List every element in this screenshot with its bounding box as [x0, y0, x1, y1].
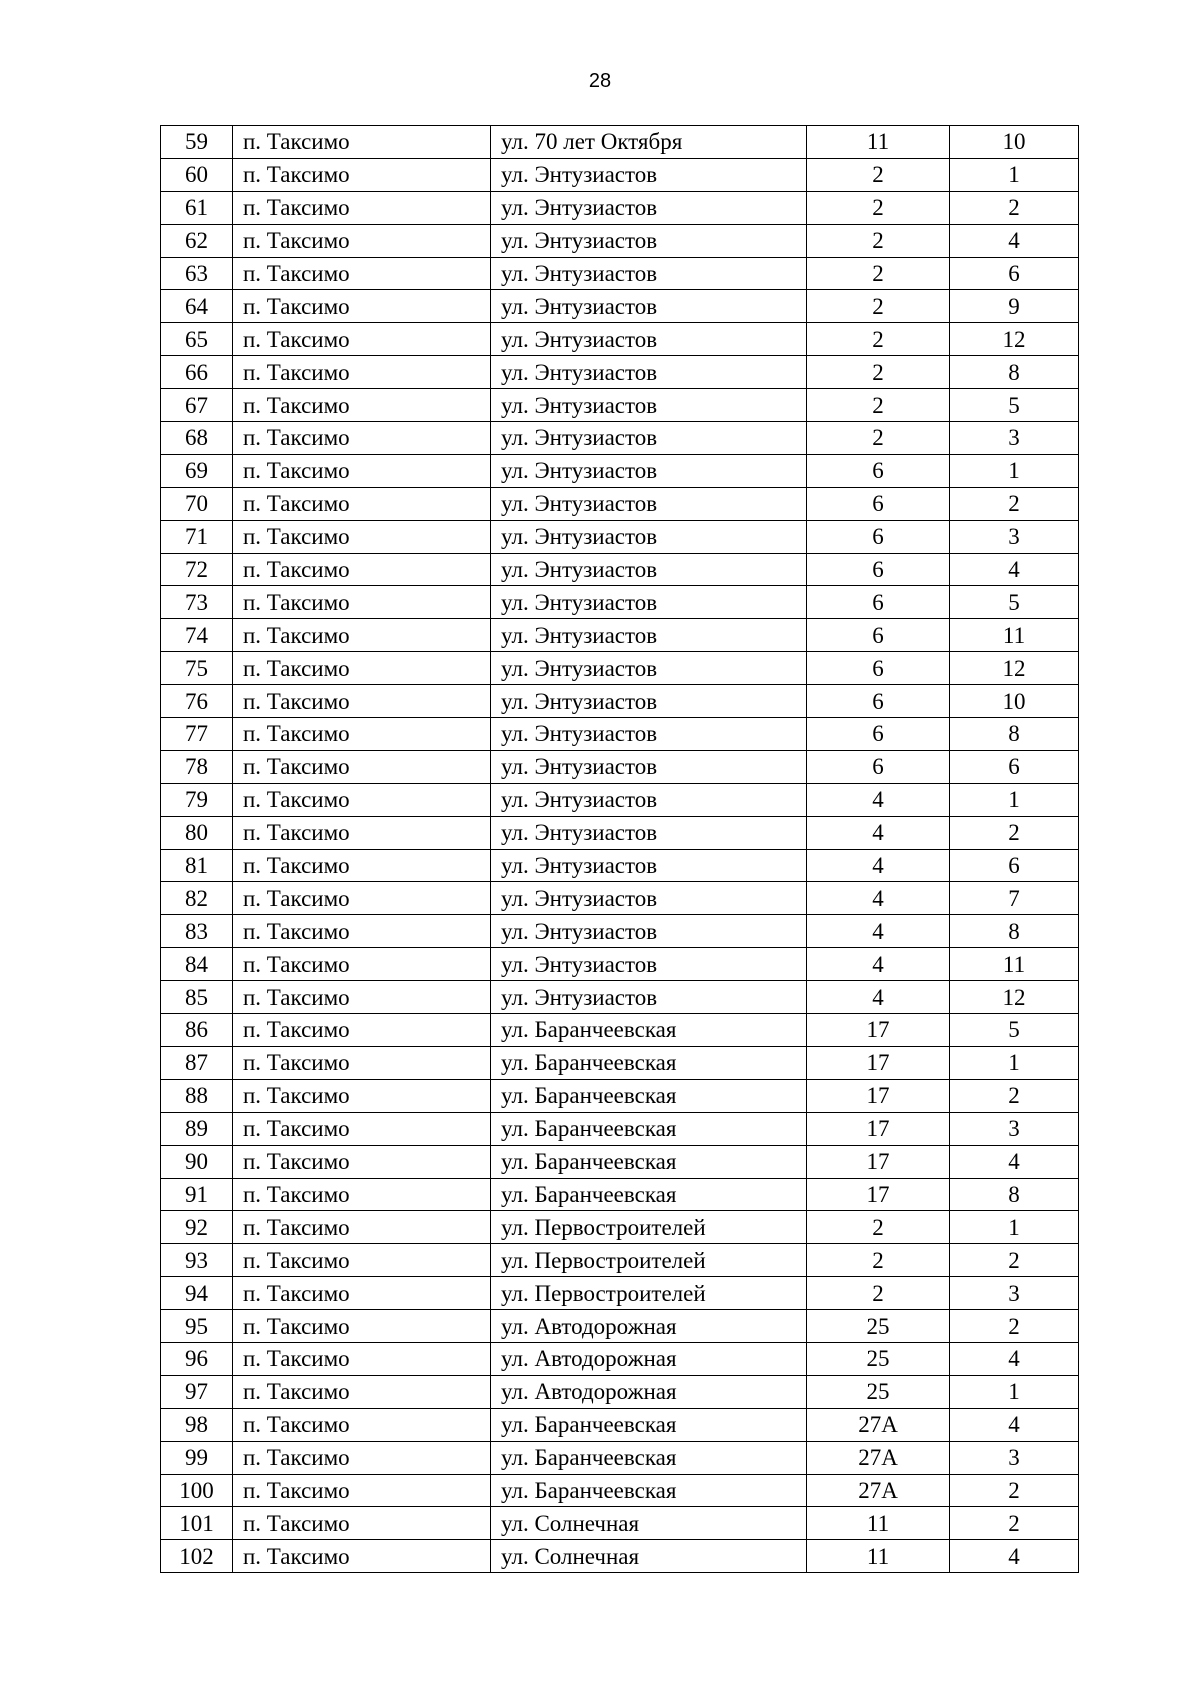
- house-number-cell: 4: [807, 783, 950, 816]
- apartment-number-cell: 2: [950, 1244, 1079, 1277]
- row-number-cell: 60: [161, 158, 233, 191]
- table-row: [161, 652, 1079, 685]
- settlement-cell: п. Таксимо: [233, 1079, 491, 1112]
- street-cell: ул. Энтузиастов: [491, 454, 807, 487]
- apartment-number-cell: 1: [950, 783, 1079, 816]
- settlement-cell: п. Таксимо: [233, 1408, 491, 1441]
- house-number-cell: 17: [807, 1014, 950, 1047]
- apartment-number-cell: 2: [950, 1310, 1079, 1343]
- apartment-number-cell: 1: [950, 1375, 1079, 1408]
- house-number-cell: 2: [807, 191, 950, 224]
- settlement-cell: п. Таксимо: [233, 849, 491, 882]
- street-cell: ул. Энтузиастов: [491, 257, 807, 290]
- row-number-cell: 99: [161, 1441, 233, 1474]
- street-cell: ул. Первостроителей: [491, 1277, 807, 1310]
- street-cell: ул. Энтузиастов: [491, 290, 807, 323]
- street-cell: ул. Энтузиастов: [491, 981, 807, 1014]
- table-row: [161, 685, 1079, 718]
- table-row: [161, 915, 1079, 948]
- row-number-cell: 101: [161, 1507, 233, 1540]
- table-row: [161, 619, 1079, 652]
- house-number-cell: 2: [807, 1277, 950, 1310]
- street-cell: ул. Баранчеевская: [491, 1441, 807, 1474]
- page-number: 28: [588, 70, 612, 92]
- row-number-cell: 80: [161, 816, 233, 849]
- row-number-cell: 97: [161, 1375, 233, 1408]
- table-row: [161, 1408, 1079, 1441]
- house-number-cell: 6: [807, 652, 950, 685]
- table-row: [161, 750, 1079, 783]
- settlement-cell: п. Таксимо: [233, 1540, 491, 1573]
- settlement-cell: п. Таксимо: [233, 356, 491, 389]
- table-row: [161, 1112, 1079, 1145]
- table-row: [161, 1145, 1079, 1178]
- table-row: [161, 454, 1079, 487]
- settlement-cell: п. Таксимо: [233, 619, 491, 652]
- apartment-number-cell: 7: [950, 882, 1079, 915]
- row-number-cell: 77: [161, 718, 233, 751]
- row-number-cell: 94: [161, 1277, 233, 1310]
- row-number-cell: 81: [161, 849, 233, 882]
- street-cell: ул. Баранчеевская: [491, 1079, 807, 1112]
- settlement-cell: п. Таксимо: [233, 652, 491, 685]
- settlement-cell: п. Таксимо: [233, 1342, 491, 1375]
- street-cell: ул. Баранчеевская: [491, 1014, 807, 1047]
- row-number-cell: 73: [161, 586, 233, 619]
- apartment-number-cell: 2: [950, 487, 1079, 520]
- settlement-cell: п. Таксимо: [233, 816, 491, 849]
- apartment-number-cell: 11: [950, 619, 1079, 652]
- apartment-number-cell: 2: [950, 1474, 1079, 1507]
- settlement-cell: п. Таксимо: [233, 1178, 491, 1211]
- settlement-cell: п. Таксимо: [233, 1277, 491, 1310]
- row-number-cell: 76: [161, 685, 233, 718]
- street-cell: ул. Энтузиастов: [491, 783, 807, 816]
- row-number-cell: 85: [161, 981, 233, 1014]
- apartment-number-cell: 5: [950, 586, 1079, 619]
- table-row: [161, 422, 1079, 455]
- table-row: [161, 520, 1079, 553]
- house-number-cell: 6: [807, 454, 950, 487]
- row-number-cell: 71: [161, 520, 233, 553]
- table-row: [161, 1441, 1079, 1474]
- settlement-cell: п. Таксимо: [233, 126, 491, 159]
- table-row: [161, 389, 1079, 422]
- row-number-cell: 72: [161, 553, 233, 586]
- house-number-cell: 4: [807, 981, 950, 1014]
- settlement-cell: п. Таксимо: [233, 1046, 491, 1079]
- settlement-cell: п. Таксимо: [233, 1441, 491, 1474]
- street-cell: ул. Энтузиастов: [491, 158, 807, 191]
- house-number-cell: 6: [807, 553, 950, 586]
- settlement-cell: п. Таксимо: [233, 422, 491, 455]
- street-cell: ул. Энтузиастов: [491, 750, 807, 783]
- apartment-number-cell: 3: [950, 1441, 1079, 1474]
- house-number-cell: 25: [807, 1310, 950, 1343]
- street-cell: ул. Баранчеевская: [491, 1046, 807, 1079]
- row-number-cell: 89: [161, 1112, 233, 1145]
- settlement-cell: п. Таксимо: [233, 783, 491, 816]
- table-row: [161, 1540, 1079, 1573]
- apartment-number-cell: 2: [950, 816, 1079, 849]
- row-number-cell: 96: [161, 1342, 233, 1375]
- house-number-cell: 6: [807, 520, 950, 553]
- apartment-number-cell: 1: [950, 158, 1079, 191]
- street-cell: ул. Энтузиастов: [491, 882, 807, 915]
- house-number-cell: 11: [807, 1540, 950, 1573]
- house-number-cell: 4: [807, 948, 950, 981]
- table-row: [161, 1079, 1079, 1112]
- row-number-cell: 59: [161, 126, 233, 159]
- street-cell: ул. Энтузиастов: [491, 323, 807, 356]
- house-number-cell: 27А: [807, 1441, 950, 1474]
- apartment-number-cell: 4: [950, 1540, 1079, 1573]
- row-number-cell: 83: [161, 915, 233, 948]
- table-row: [161, 356, 1079, 389]
- table-row: [161, 849, 1079, 882]
- house-number-cell: 4: [807, 849, 950, 882]
- row-number-cell: 95: [161, 1310, 233, 1343]
- street-cell: ул. Энтузиастов: [491, 586, 807, 619]
- row-number-cell: 68: [161, 422, 233, 455]
- row-number-cell: 82: [161, 882, 233, 915]
- apartment-number-cell: 2: [950, 1079, 1079, 1112]
- street-cell: ул. Энтузиастов: [491, 487, 807, 520]
- apartment-number-cell: 8: [950, 915, 1079, 948]
- street-cell: ул. Энтузиастов: [491, 816, 807, 849]
- row-number-cell: 63: [161, 257, 233, 290]
- street-cell: ул. Энтузиастов: [491, 619, 807, 652]
- apartment-number-cell: 8: [950, 1178, 1079, 1211]
- table-row: [161, 1014, 1079, 1047]
- street-cell: ул. Автодорожная: [491, 1310, 807, 1343]
- apartment-number-cell: 11: [950, 948, 1079, 981]
- apartment-number-cell: 10: [950, 685, 1079, 718]
- table-row: [161, 718, 1079, 751]
- table-row: [161, 1310, 1079, 1343]
- house-number-cell: 6: [807, 619, 950, 652]
- apartment-number-cell: 5: [950, 389, 1079, 422]
- house-number-cell: 4: [807, 816, 950, 849]
- street-cell: ул. Баранчеевская: [491, 1474, 807, 1507]
- house-number-cell: 11: [807, 1507, 950, 1540]
- settlement-cell: п. Таксимо: [233, 487, 491, 520]
- settlement-cell: п. Таксимо: [233, 1375, 491, 1408]
- street-cell: ул. Энтузиастов: [491, 849, 807, 882]
- street-cell: ул. Баранчеевская: [491, 1112, 807, 1145]
- settlement-cell: п. Таксимо: [233, 323, 491, 356]
- table-row: [161, 1342, 1079, 1375]
- row-number-cell: 87: [161, 1046, 233, 1079]
- settlement-cell: п. Таксимо: [233, 948, 491, 981]
- row-number-cell: 64: [161, 290, 233, 323]
- house-number-cell: 6: [807, 750, 950, 783]
- settlement-cell: п. Таксимо: [233, 750, 491, 783]
- apartment-number-cell: 3: [950, 1277, 1079, 1310]
- house-number-cell: 27А: [807, 1474, 950, 1507]
- apartment-number-cell: 6: [950, 750, 1079, 783]
- house-number-cell: 2: [807, 224, 950, 257]
- house-number-cell: 17: [807, 1112, 950, 1145]
- street-cell: ул. Энтузиастов: [491, 948, 807, 981]
- settlement-cell: п. Таксимо: [233, 915, 491, 948]
- house-number-cell: 2: [807, 323, 950, 356]
- apartment-number-cell: 1: [950, 454, 1079, 487]
- street-cell: ул. Первостроителей: [491, 1244, 807, 1277]
- house-number-cell: 6: [807, 586, 950, 619]
- table-row: [161, 290, 1079, 323]
- table-row: [161, 1178, 1079, 1211]
- row-number-cell: 75: [161, 652, 233, 685]
- house-number-cell: 4: [807, 915, 950, 948]
- settlement-cell: п. Таксимо: [233, 1014, 491, 1047]
- street-cell: ул. Первостроителей: [491, 1211, 807, 1244]
- table-row: [161, 816, 1079, 849]
- row-number-cell: 90: [161, 1145, 233, 1178]
- house-number-cell: 17: [807, 1145, 950, 1178]
- house-number-cell: 2: [807, 422, 950, 455]
- apartment-number-cell: 4: [950, 1408, 1079, 1441]
- table-row: [161, 158, 1079, 191]
- house-number-cell: 2: [807, 356, 950, 389]
- apartment-number-cell: 3: [950, 520, 1079, 553]
- street-cell: ул. Энтузиастов: [491, 718, 807, 751]
- settlement-cell: п. Таксимо: [233, 981, 491, 1014]
- row-number-cell: 88: [161, 1079, 233, 1112]
- row-number-cell: 69: [161, 454, 233, 487]
- street-cell: ул. Баранчеевская: [491, 1178, 807, 1211]
- house-number-cell: 6: [807, 718, 950, 751]
- settlement-cell: п. Таксимо: [233, 257, 491, 290]
- table-row: [161, 257, 1079, 290]
- settlement-cell: п. Таксимо: [233, 1244, 491, 1277]
- table-row: [161, 1046, 1079, 1079]
- table-row: [161, 586, 1079, 619]
- settlement-cell: п. Таксимо: [233, 158, 491, 191]
- apartment-number-cell: 12: [950, 981, 1079, 1014]
- settlement-cell: п. Таксимо: [233, 290, 491, 323]
- apartment-number-cell: 2: [950, 1507, 1079, 1540]
- house-number-cell: 17: [807, 1079, 950, 1112]
- settlement-cell: п. Таксимо: [233, 553, 491, 586]
- house-number-cell: 17: [807, 1178, 950, 1211]
- apartment-number-cell: 4: [950, 553, 1079, 586]
- apartment-number-cell: 1: [950, 1211, 1079, 1244]
- street-cell: ул. 70 лет Октября: [491, 126, 807, 159]
- row-number-cell: 65: [161, 323, 233, 356]
- row-number-cell: 84: [161, 948, 233, 981]
- row-number-cell: 93: [161, 1244, 233, 1277]
- settlement-cell: п. Таксимо: [233, 1310, 491, 1343]
- house-number-cell: 2: [807, 290, 950, 323]
- street-cell: ул. Солнечная: [491, 1540, 807, 1573]
- street-cell: ул. Энтузиастов: [491, 652, 807, 685]
- table-row: [161, 553, 1079, 586]
- table-row: [161, 224, 1079, 257]
- apartment-number-cell: 10: [950, 126, 1079, 159]
- table-row: [161, 981, 1079, 1014]
- address-table-body: [161, 126, 1079, 1573]
- settlement-cell: п. Таксимо: [233, 1145, 491, 1178]
- table-row: [161, 1244, 1079, 1277]
- street-cell: ул. Автодорожная: [491, 1375, 807, 1408]
- row-number-cell: 98: [161, 1408, 233, 1441]
- settlement-cell: п. Таксимо: [233, 454, 491, 487]
- row-number-cell: 91: [161, 1178, 233, 1211]
- row-number-cell: 66: [161, 356, 233, 389]
- apartment-number-cell: 4: [950, 1342, 1079, 1375]
- row-number-cell: 100: [161, 1474, 233, 1507]
- street-cell: ул. Баранчеевская: [491, 1145, 807, 1178]
- apartment-number-cell: 8: [950, 356, 1079, 389]
- row-number-cell: 67: [161, 389, 233, 422]
- row-number-cell: 92: [161, 1211, 233, 1244]
- apartment-number-cell: 8: [950, 718, 1079, 751]
- table-row: [161, 487, 1079, 520]
- house-number-cell: 25: [807, 1375, 950, 1408]
- apartment-number-cell: 6: [950, 257, 1079, 290]
- street-cell: ул. Энтузиастов: [491, 356, 807, 389]
- table-row: [161, 1507, 1079, 1540]
- house-number-cell: 6: [807, 487, 950, 520]
- table-row: [161, 948, 1079, 981]
- street-cell: ул. Энтузиастов: [491, 685, 807, 718]
- street-cell: ул. Энтузиастов: [491, 553, 807, 586]
- row-number-cell: 79: [161, 783, 233, 816]
- house-number-cell: 2: [807, 257, 950, 290]
- house-number-cell: 6: [807, 685, 950, 718]
- table-row: [161, 191, 1079, 224]
- apartment-number-cell: 4: [950, 224, 1079, 257]
- table-row: [161, 1277, 1079, 1310]
- settlement-cell: п. Таксимо: [233, 191, 491, 224]
- house-number-cell: 25: [807, 1342, 950, 1375]
- street-cell: ул. Баранчеевская: [491, 1408, 807, 1441]
- settlement-cell: п. Таксимо: [233, 1112, 491, 1145]
- house-number-cell: 2: [807, 389, 950, 422]
- table-row: [161, 1375, 1079, 1408]
- apartment-number-cell: 6: [950, 849, 1079, 882]
- apartment-number-cell: 1: [950, 1046, 1079, 1079]
- row-number-cell: 102: [161, 1540, 233, 1573]
- apartment-number-cell: 4: [950, 1145, 1079, 1178]
- settlement-cell: п. Таксимо: [233, 520, 491, 553]
- street-cell: ул. Энтузиастов: [491, 422, 807, 455]
- street-cell: ул. Энтузиастов: [491, 224, 807, 257]
- apartment-number-cell: 12: [950, 323, 1079, 356]
- apartment-number-cell: 9: [950, 290, 1079, 323]
- table-row: [161, 126, 1079, 159]
- settlement-cell: п. Таксимо: [233, 718, 491, 751]
- row-number-cell: 61: [161, 191, 233, 224]
- street-cell: ул. Солнечная: [491, 1507, 807, 1540]
- settlement-cell: п. Таксимо: [233, 1211, 491, 1244]
- settlement-cell: п. Таксимо: [233, 389, 491, 422]
- row-number-cell: 62: [161, 224, 233, 257]
- street-cell: ул. Автодорожная: [491, 1342, 807, 1375]
- apartment-number-cell: 2: [950, 191, 1079, 224]
- house-number-cell: 11: [807, 126, 950, 159]
- street-cell: ул. Энтузиастов: [491, 191, 807, 224]
- settlement-cell: п. Таксимо: [233, 882, 491, 915]
- table-row: [161, 783, 1079, 816]
- house-number-cell: 2: [807, 1244, 950, 1277]
- address-table: [160, 125, 1079, 1573]
- street-cell: ул. Энтузиастов: [491, 520, 807, 553]
- apartment-number-cell: 12: [950, 652, 1079, 685]
- apartment-number-cell: 3: [950, 1112, 1079, 1145]
- street-cell: ул. Энтузиастов: [491, 389, 807, 422]
- row-number-cell: 86: [161, 1014, 233, 1047]
- row-number-cell: 78: [161, 750, 233, 783]
- settlement-cell: п. Таксимо: [233, 685, 491, 718]
- settlement-cell: п. Таксимо: [233, 1507, 491, 1540]
- table-row: [161, 1211, 1079, 1244]
- house-number-cell: 2: [807, 1211, 950, 1244]
- table-row: [161, 882, 1079, 915]
- row-number-cell: 70: [161, 487, 233, 520]
- apartment-number-cell: 5: [950, 1014, 1079, 1047]
- house-number-cell: 2: [807, 158, 950, 191]
- row-number-cell: 74: [161, 619, 233, 652]
- settlement-cell: п. Таксимо: [233, 224, 491, 257]
- apartment-number-cell: 3: [950, 422, 1079, 455]
- street-cell: ул. Энтузиастов: [491, 915, 807, 948]
- house-number-cell: 4: [807, 882, 950, 915]
- settlement-cell: п. Таксимо: [233, 1474, 491, 1507]
- house-number-cell: 17: [807, 1046, 950, 1079]
- table-row: [161, 1474, 1079, 1507]
- house-number-cell: 27А: [807, 1408, 950, 1441]
- table-row: [161, 323, 1079, 356]
- settlement-cell: п. Таксимо: [233, 586, 491, 619]
